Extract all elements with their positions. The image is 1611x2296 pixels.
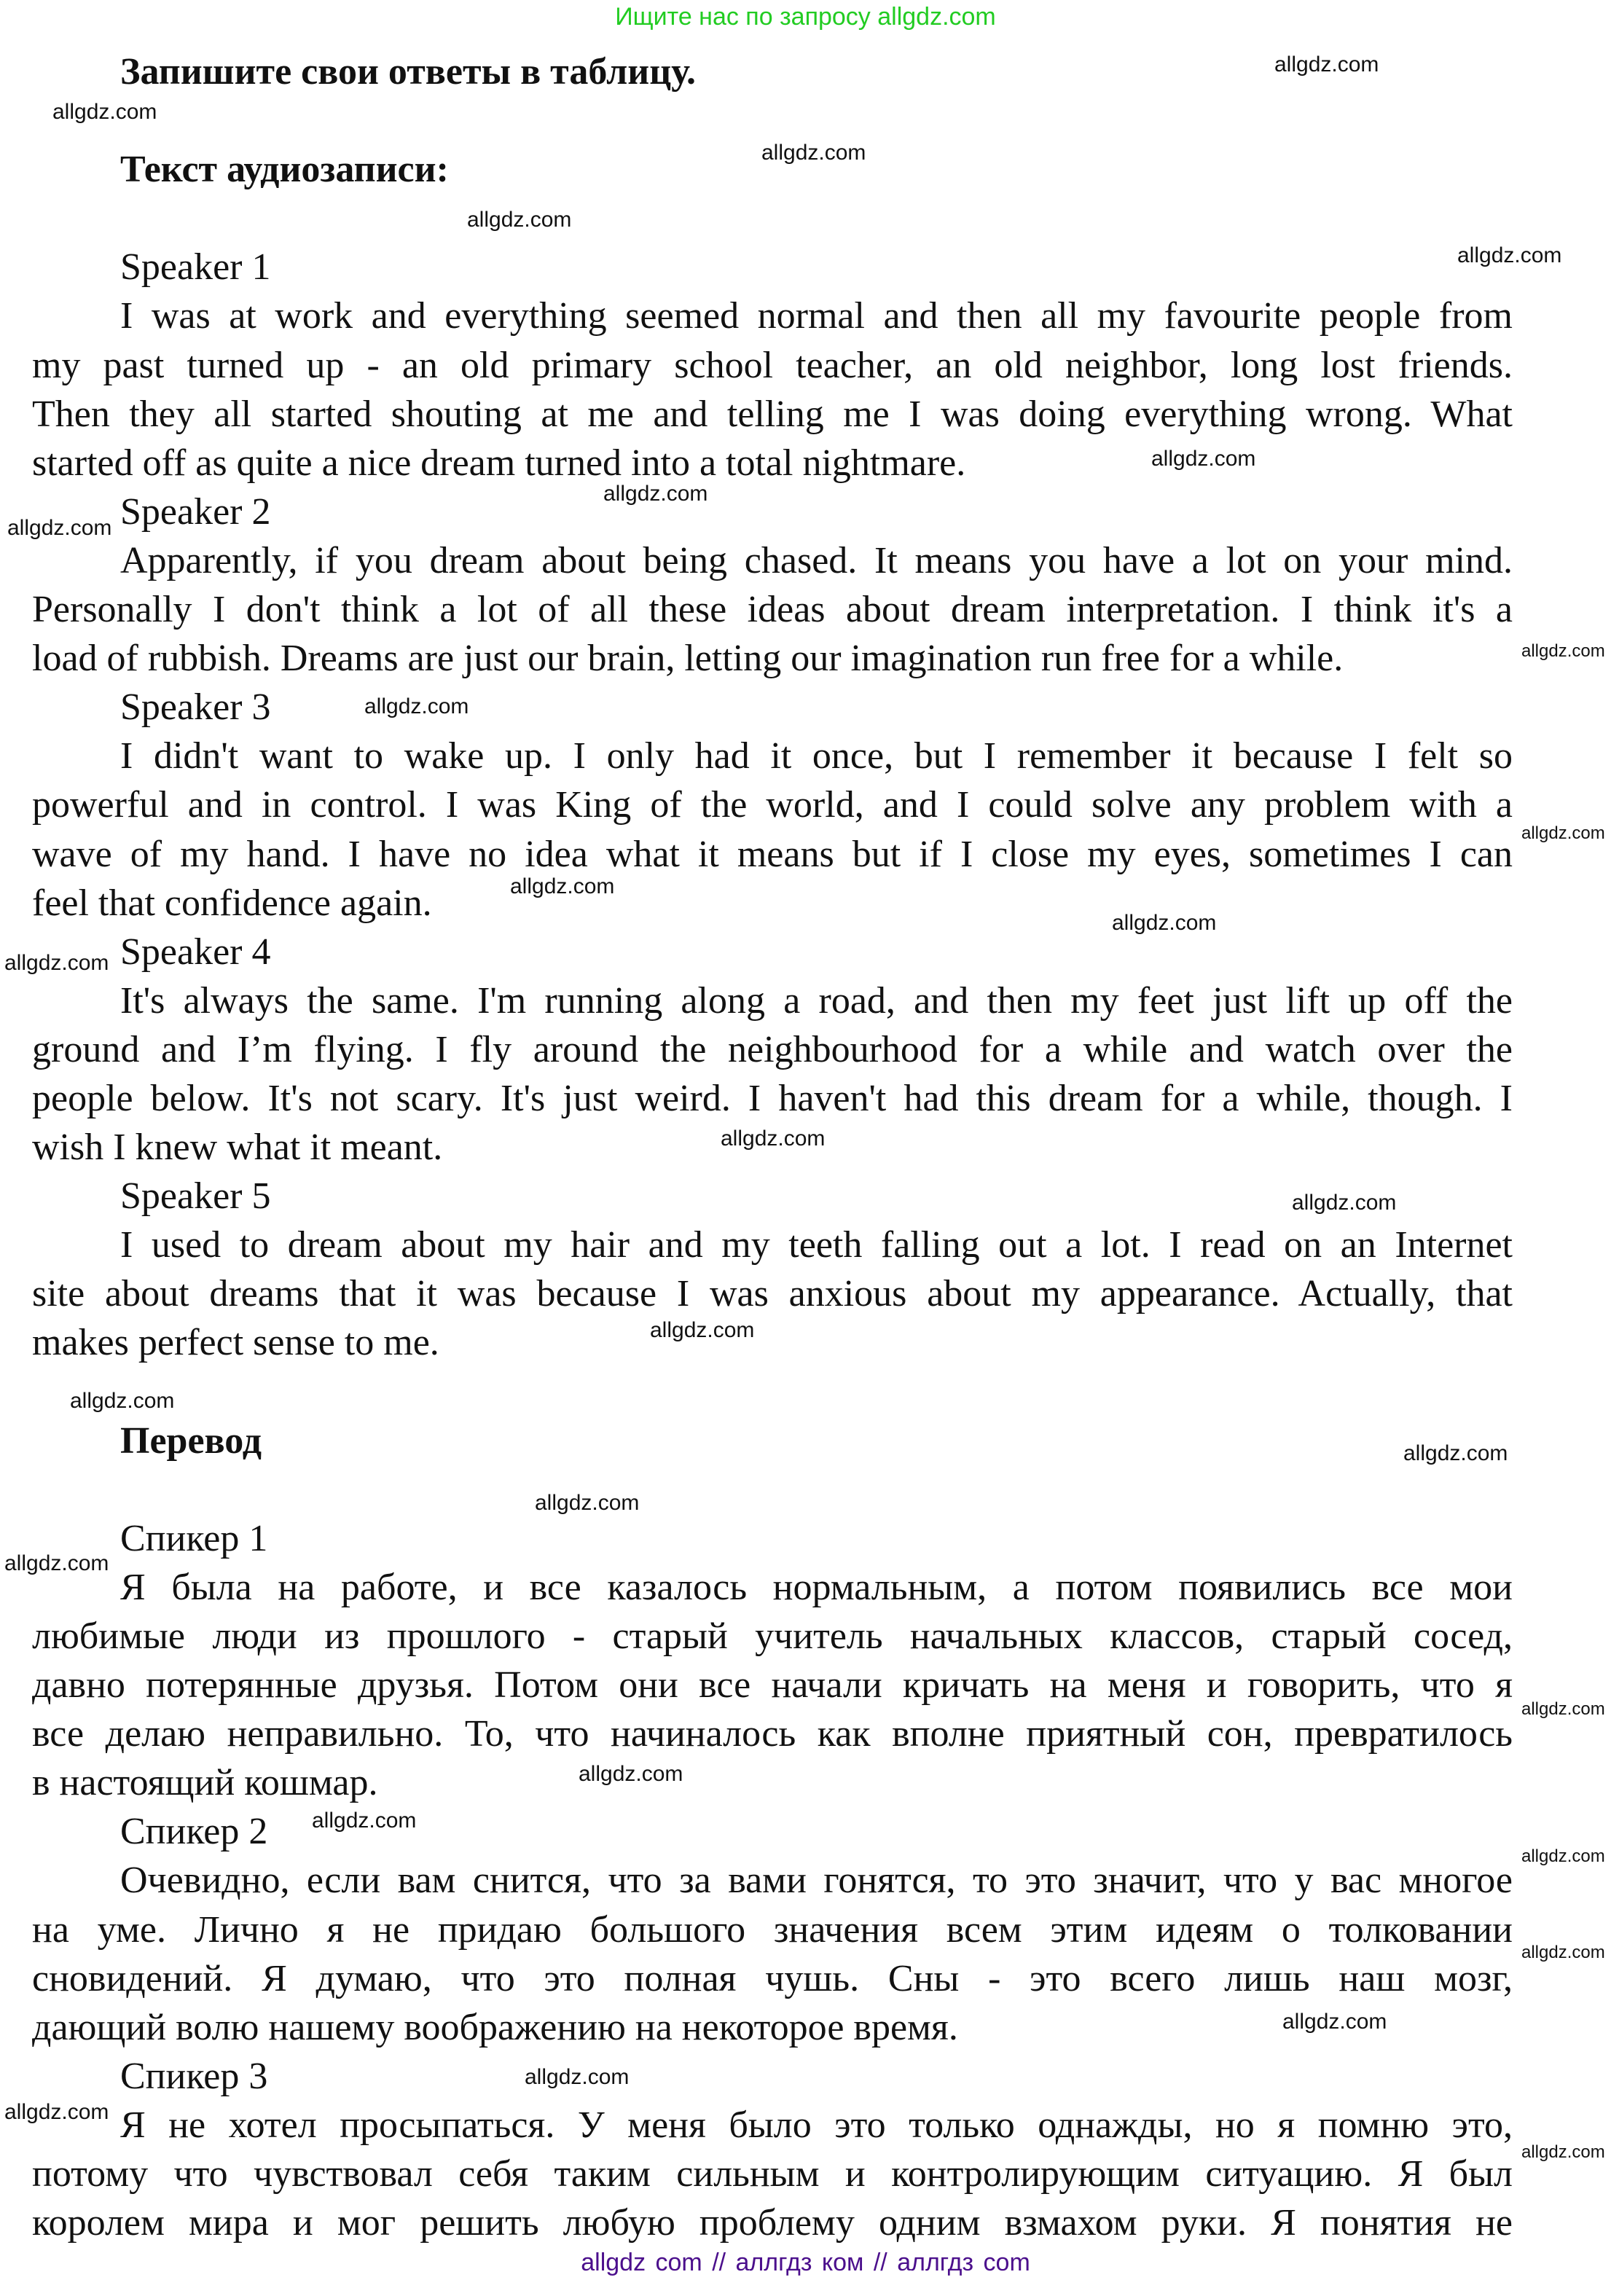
text-line: в настоящий кошмар. xyxy=(32,1762,378,1804)
text-line: my past turned up - an old primary school teacher, an old neighbor, long lost friends. xyxy=(32,344,1513,386)
watermark: allgdz.com xyxy=(579,1762,683,1786)
text-line: Я не хотел просыпаться. У меня было это только однажды, но я помню это, xyxy=(120,2104,1513,2146)
text-line: started off as quite a nice dream turned into a total nightmare. xyxy=(32,442,966,484)
watermark: allgdz.com xyxy=(1521,823,1605,843)
watermark: allgdz.com xyxy=(7,516,112,540)
watermark: allgdz.com xyxy=(650,1318,755,1342)
watermark: allgdz.com xyxy=(52,100,157,124)
text-line: Personally I don't think a lot of all these ideas about dream interpretation. I think it's a xyxy=(32,589,1513,631)
watermark: allgdz.com xyxy=(4,951,109,975)
text-line: powerful and in control. I was King of the world, and I could solve any problem with a xyxy=(32,784,1513,826)
watermark: allgdz.com xyxy=(1151,447,1256,471)
text-line: сновидений. Я думаю, что это полная чушь. Сны - это всего лишь наш мозг, xyxy=(32,1957,1513,1999)
watermark: allgdz.com xyxy=(603,482,708,506)
speaker-label: Speaker 3 xyxy=(120,686,271,729)
text-line: потому что чувствовал себя таким сильным и контролирующим ситуацию. Я был xyxy=(32,2153,1513,2195)
footer-banner: allgdz com // аллгдз ком // аллгдз com xyxy=(581,2249,1030,2276)
task-heading: Запишите свои ответы в таблицу. xyxy=(120,51,696,93)
watermark: allgdz.com xyxy=(1521,1943,1605,1962)
text-line: I was at work and everything seemed normal and then all my favourite people from xyxy=(120,295,1513,337)
text-line: feel that confidence again. xyxy=(32,882,432,924)
text-line: королем мира и мог решить любую проблему одним взмахом руки. Я понятия не xyxy=(32,2202,1513,2244)
watermark: allgdz.com xyxy=(510,874,615,898)
watermark: allgdz.com xyxy=(525,2065,630,2089)
translation-section xyxy=(32,1514,1513,2247)
watermark: allgdz.com xyxy=(4,1551,109,1575)
watermark: allgdz.com xyxy=(761,141,866,165)
text-line: I used to dream about my hair and my teeth falling out a lot. I read on an Internet xyxy=(120,1224,1513,1266)
watermark: allgdz.com xyxy=(4,2100,109,2124)
text-line: все делаю неправильно. То, что начиналось как вполне приятный сон, превратилось xyxy=(32,1713,1513,1755)
header-banner: Ищите нас по запросу allgdz.com xyxy=(615,3,996,31)
text-line: дающий волю нашему воображению на некоторое время. xyxy=(32,2006,958,2048)
watermark: allgdz.com xyxy=(1521,2142,1605,2162)
watermark: allgdz.com xyxy=(721,1127,826,1151)
text-line: site about dreams that it was because I was anxious about my appearance. Actually, that xyxy=(32,1273,1513,1315)
translation-heading: Перевод xyxy=(120,1419,262,1462)
speaker-label: Speaker 1 xyxy=(120,246,271,289)
watermark: allgdz.com xyxy=(1457,243,1562,267)
text-line: на уме. Лично я не придаю большого значения всем этим идеям о толковании xyxy=(32,1908,1513,1951)
speaker-label: Спикер 3 xyxy=(120,2055,268,2097)
blank-line xyxy=(32,1465,1513,1514)
speaker-label: Speaker 4 xyxy=(120,930,271,973)
watermark: allgdz.com xyxy=(1403,1441,1508,1465)
text-line: I didn't want to wake up. I only had it once, but I remember it because I felt so xyxy=(120,735,1513,777)
text-line: Then they all started shouting at me and telling me I was doing everything wrong. What xyxy=(32,393,1513,435)
text-line: load of rubbish. Dreams are just our brain, letting our imagination run free for a while. xyxy=(32,638,1344,680)
blank-line xyxy=(32,96,1513,145)
speaker-label: Speaker 5 xyxy=(120,1175,271,1218)
speaker-label: Спикер 1 xyxy=(120,1517,268,1559)
watermark: allgdz.com xyxy=(1521,641,1605,661)
text-line: Apparently, if you dream about being chased. It means you have a lot on your mind. xyxy=(120,539,1513,581)
text-line: makes perfect sense to me. xyxy=(32,1322,439,1364)
blank-line xyxy=(32,194,1513,243)
text-line: people below. It's not scary. It's just weird. I haven't had this dream for a while, though. I xyxy=(32,1077,1513,1119)
watermark: allgdz.com xyxy=(1521,1699,1605,1719)
watermark: allgdz.com xyxy=(312,1809,417,1833)
text-line: Я была на работе, и все казалось нормальным, а потом появились все мои xyxy=(120,1566,1513,1608)
text-line: любимые люди из прошлого - старый учитель начальных классов, старый сосед, xyxy=(32,1615,1513,1657)
text-line: давно потерянные друзья. Потом они все начали кричать на меня и говорить, что я xyxy=(32,1664,1513,1707)
text-line: wish I knew what it meant. xyxy=(32,1127,443,1169)
watermark: allgdz.com xyxy=(364,694,469,718)
watermark: allgdz.com xyxy=(70,1389,175,1413)
speaker-label: Speaker 2 xyxy=(120,490,271,533)
text-line: Очевидно, если вам снится, что за вами гонятся, то это значит, что у вас многое xyxy=(120,1860,1513,1902)
watermark: allgdz.com xyxy=(1282,2010,1387,2034)
watermark: allgdz.com xyxy=(535,1491,640,1515)
transcript-heading: Текст аудиозаписи: xyxy=(120,149,449,191)
watermark: allgdz.com xyxy=(1521,1846,1605,1866)
watermark: allgdz.com xyxy=(1292,1191,1397,1215)
text-line: It's always the same. I'm running along a road, and then my feet just lift up off the xyxy=(120,979,1513,1022)
watermark: allgdz.com xyxy=(1112,911,1217,935)
text-line: ground and I’m flying. I fly around the neighbourhood for a while and watch over the xyxy=(32,1028,1513,1070)
watermark: allgdz.com xyxy=(1274,52,1379,77)
text-line: wave of my hand. I have no idea what it means but if I close my eyes, sometimes I can xyxy=(32,833,1513,875)
transcript-section xyxy=(32,243,1513,1367)
blank-line xyxy=(32,1368,1513,1417)
speaker-label: Спикер 2 xyxy=(120,1811,268,1853)
watermark: allgdz.com xyxy=(467,208,572,232)
